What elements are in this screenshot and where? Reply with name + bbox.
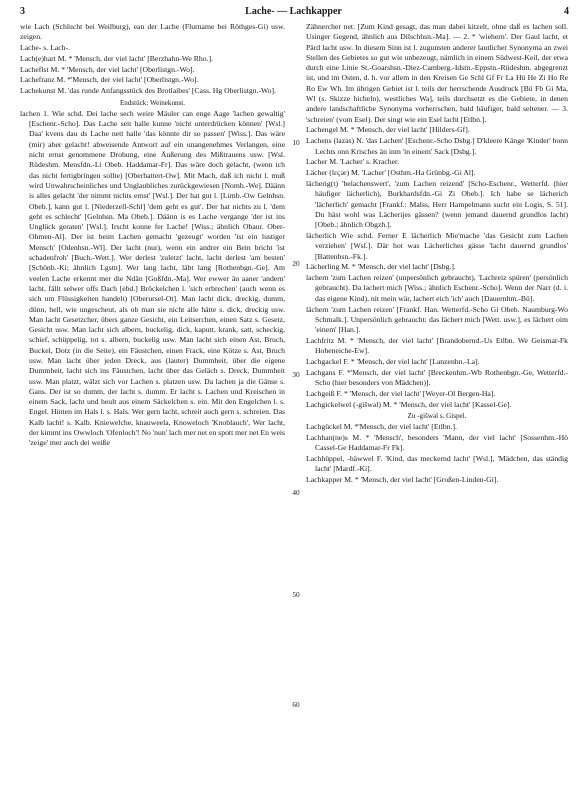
entry-paragraph: Lacheflst M. * 'Mensch, der viel lacht' [Oberlistgn.-Wo]. (20, 64, 195, 74)
right-column (306, 22, 568, 486)
entry-paragraph: Lachhüppel, -häwwel F. 'Kind, das meckernd lacht' [Wsl.], 'Mädchen, das ständig lacht' [Mardf.-Ki]. (306, 454, 568, 474)
page-number-left: 3 (20, 6, 25, 17)
entry-paragraph: Lachhan(ne)s M. * 'Mensch', besonders 'Mann, der viel lacht' [Sossenhm.-Hö Cassel-Ge Haddamar-Fr Fk]. (306, 433, 568, 453)
entry-paragraph: Zähnercher net. [Zum Kind gesagt, das man dabei kitzelt, ohne daß es lachen soll. Usinger Gegend, ähnlich aus Dilschhsn.-Ma]. — 2. * 'wiehern'. Der Gaul lacht, et Pärd lacht usw. In diesem Sinn ist l. zugunsten anderer lautlicher Synonyma an zwei Stellen des Gebietes so gut wie unbezeugt, nämlich in einem Südwest-Keil, der etwa durch eine Linie St.-Goarshsn.-Diez-Camberg.-Idstn.-Eppstn.-Rüdeshm. abgegrenzt ist, und im Osten, d. h. vor allem in den Kreisen Ge Schl Gf Fr La Hü He Zi Ho Re Ro Ew Wh. Im übrigen Gebiet ist l. teils der herrschende Ausdruck [Bü Fb Gi Ma, Wl (s. Skizze hicheln), westliches Wa], teils durchsetzt es die Gebiete, in denen andere landschaftliche Synonyma vorherrschen, bald häufiger, bald seltener. — 3. 'schreien' (vom Esel). Der singt wie ein Esel lacht [Etlbn.]. (306, 22, 568, 124)
entry-paragraph: Lachefranz M. *'Mensch, der viel lacht' [Oberlistgn.-Wo]. (20, 75, 199, 85)
entry-paragraph: Lachfritz M. * 'Mensch, der viel lacht' [Brandobernd.-Us Etlbn. We Geismar-Fk Hoheneiche-Ew]. (306, 335, 568, 356)
entry-paragraph: wie Lach (Schlucht bei Weilburg), ean der Lache (Flurname bei Röthges-Gi) usw. zeigen. (20, 22, 285, 42)
line-number: 20 (292, 259, 300, 268)
entry-paragraph: Lachgickelwel (-gišwəl) M. * 'Mensch, der viel lacht' [Kassel-Ge]. (306, 399, 512, 409)
line-number: 10 (292, 138, 300, 147)
running-title: Lache- — Lachkapper (245, 6, 342, 17)
line-number: 60 (292, 700, 300, 709)
entry-paragraph: lächern 'zum Lachen reizen' [Frankf. Han. Wetterfd.-Scho Gi Obeb. Naumburg-Wo Schmalk.]. Unpersönlich gebraucht: das lächert mich [Wett. usw.], es lächert oim 'einem' [Han.]. (306, 304, 568, 335)
line-number: 30 (292, 370, 300, 379)
entry-paragraph: Lachgeiß F. * 'Mensch, der viel lacht' [Weyer-Ol Bergen-Ha]. (306, 388, 496, 398)
entry-paragraph: lachern 'zum Lachen reizen' (unpersönlich gebraucht), 'Lachreiz spüren' (persönlich gebraucht). Da lachert mich [Wiss.; ähnlich Eschenr.-Scho]. Wenn der Narr (d. i. das eigene Kind), nit mein wär, lachert eich 'ich' auch [Dauernhm.-Bü]. (306, 273, 568, 303)
entry-paragraph: Lacher M. 'Lacher' s. Kracher. (306, 157, 400, 167)
entry-note: Zu -gišwəl s. Gispel. (407, 411, 467, 420)
entry-note: Endstück: Weinekunst. (119, 98, 186, 107)
entry-paragraph: lächerig(t) 'belachenswert', 'zum Lachen reizend' [Scho-Eschenr., Wetterfd. (hier häufiger lächerlich), Burkhardsfdn.-Gi Zi Obeb.]. Ich habe se lächerich 'lächerlich' gemacht [Frankf.: Malss, Herr Hampelmann sucht ein Logis, S. 51]. Du häst wohl was Lächerijes gässen? (wenn jemand dauernd grundlos lacht) [Obeb.; ähnlich Obgzh.]. (306, 178, 568, 230)
entry-paragraph: Lachkapper M. * 'Mensch, der viel lacht' [Großen-Linden-Gi]. (306, 475, 499, 485)
entry-paragraph: Lachengel M. * 'Mensch, der viel lacht' [Hilders-Gf]. (306, 125, 470, 135)
left-column (20, 22, 285, 449)
entry-paragraph: Lachgackel F. * 'Mensch, der viel lacht' [Lanzenhn.-La]. (306, 357, 480, 366)
entry-paragraph: Lachekunst M. 'das runde Anfangsstück des Brotlaibes' [Cass. Hg Oberlistgn.-Wo]. (20, 86, 277, 96)
entry-paragraph: Lach(e)hart M. * 'Mensch, der viel lacht' [Berzhahn-We Rho.]. (20, 53, 213, 63)
line-number: 50 (292, 590, 300, 599)
line-number: 40 (292, 488, 300, 497)
entry-paragraph: Lächer (lɛçər) M. 'Lacher' [Osthm.-Ha Grünbg.-Gi Al]. (306, 168, 476, 178)
entry-paragraph: lächerlich Wie schd. Ferner E lächerlich Mie'mache 'das Gesicht zum Lachen verziehen' [Wsl.]. Där hot was Lächerliches gässe 'lacht dauernd grundlos' [Battenhsn.-Fk.]. (306, 230, 568, 261)
entry-paragraph: lachen 1. Wie schd. Dei lache sech weire Mäuler can enge Aage 'lachen gewaltig' [Eschenr.-Scho]. Das Lache seit halle kunne 'nicht unterdrücken können' [Wsl.] Daa' kvens dau ds Lache nett halle 'das könnte dir so passen' [Wiss.]. Das wäre (mir) aber gelacht! abweisende Antwort auf ein unangenehmes Verlangen, eine nicht ernst genommene Drohung, eine Äußerung des Mißtrauens usw. [Wsl. Rüdeshm. Mensfdn.-Li Obeb. Haddamar-Fr]. Das wäre doch gelacht, (wenn ich das nicht fertigbringen sollte) [Oberhattert-Ow]. Mit Mach, daß ich nicht l. muß wird Unwahrscheinliches und Unglaubliches zurückgewiesen [Nomb.-We]. Däänn is alles gelacht 'der nimmt nichts ernst' [Wsl.]. Der hat gut l. [Limb.-Ow Gelnhsn. Obeb.], kann gut l. [Niederzell-Schl] 'dem geht es gut'. Der hat nichts zu l. 'dem geht es schlecht' [Gelnhsn. Ma Obeb.]. Däänn is es Lache vergange 'der ist ins Unglück geraten' [Wsl.]. Irscht konne fer Lache! [Wiss.; ähnlich Obaur. Ober-Ohmen-Al]. Der ist beim Lachen gemacht 'gezeugt' worden 'ist ein lustiger Mensch' [Odenhsn.-Wl]. Der lacht (nur), wenn ein andrer ein Bein bricht 'ist schadenfroh' [Buch.-Wett.]. Wer derlest 'zuletzt' lacht, lacht derlest 'am besten' [Schönb.-Ki; ähnlich Lgstn]. Wer lang lacht, läbt lang [Rothenbgn.-Ge]. Am veelen Lache erkennt mer die Ndän [Goßfdn.-Ma]. Wer ewwer än aaner 'andern' lacht, fällt selwer offs Dach [ebd.] Bröckelchen l. 'sich erbrechen' (auch wenn es sich um Flüssigkeiten handelt) [Oberursel-Ot]. Man lacht dick, dreckig, dumm, dünn, hell, wie ungescheut, als ob man sie nicht alle hätte s. dick, dreckig usw. Man lacht Gesetzcher, übers ganze Gesicht, ein Leitserchen, einen Satz s. Gesetz, Gesicht usw. Man lacht sich albern, buckelig, dick, kaputt, krank, satt, scheckig, schief, schüppelig, tot s. albern, buckelig usw. Man lacht sich einen Ast, Bruch, Buckel, Dotz (in die Seite), ein Fäustchen, einen Frack, eine Kötze s. Ast, Bruch usw. Man lacht über jeden Dreck, aus (lauter) Dummheit, über die eigene Dummheit, lacht sich ins Fäustchen, lacht über das Geläch s. Dreck, Dummheit usw. Man platzt, wälzt sich vor Lachen s. platzen usw. Da lachen ja die Gänse s. Gans. Der ist so dumm, der lacht s. dumm. Er lacht s. Lachen und Kreischen in einem Sack, lacht und heult aus einem Säckelchen s. ein. Mit den Engelchen l. s. Engel. Hinten im Hals l. s. Hals. Wer gern lacht, schreit auch gern s. schreien. Das Kalb lacht! s. Kalb. Kniewelche, knauweela, Knoweloch 'Knoblauch', Wer lacht, der kimmt ins Owwloch 'Ofenloch'! No 'nun' lach mer net en spott mer net En weis 'zeige' mer auch dei weiße (20, 108, 285, 448)
entry-paragraph: Lachgans F. *'Mensch, der viel lacht' [Breckenhm.-Wb Rothenbgn.-Ge, Wetterfd.-Scho (hier besonders von Mädchen)]. (306, 367, 568, 388)
page-number-right: 4 (564, 6, 569, 17)
entry-paragraph: Lache- s. Lach-. (20, 43, 70, 53)
entry-paragraph: Lachgückel M. *'Mensch, der viel lacht' [Etlbn.]. (306, 422, 457, 432)
entry-paragraph: Lachens (lazəs) N. 'das Lachen' [Eschenr.-Scho Dsbg.] D'kleere Känge 'Kinder' honn Lechts onn Krisches än inm 'in einem' Sack [Dsbg.]. (306, 136, 568, 156)
entry-paragraph: Lächerling M. * 'Mensch, der viel lacht' [Dsbg.]. (306, 262, 456, 272)
